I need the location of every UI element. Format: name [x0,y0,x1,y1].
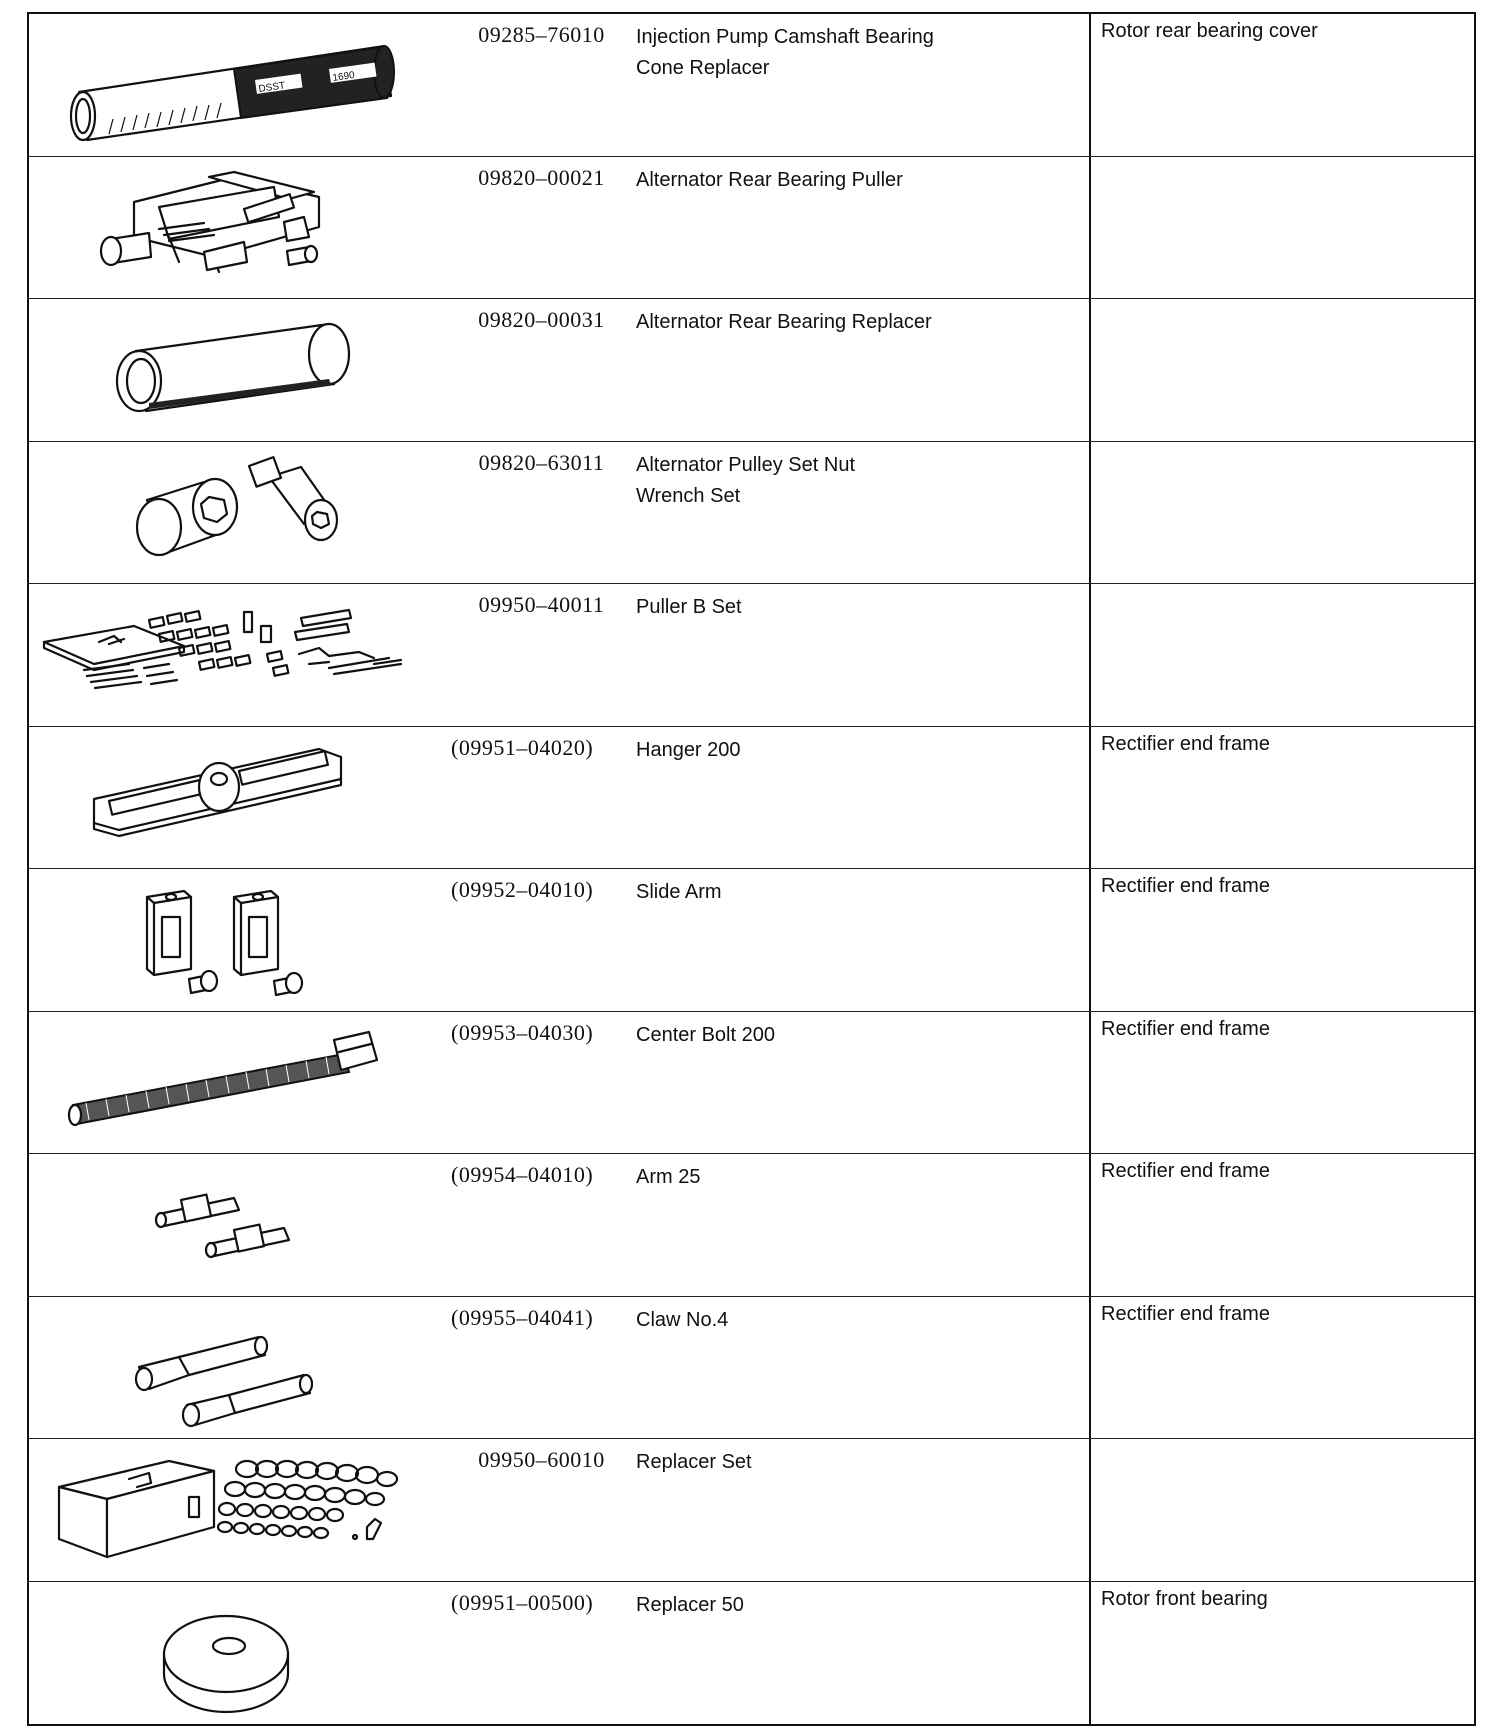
hanger-icon [29,727,449,869]
claw-icon [29,1297,449,1439]
table-row [29,869,1474,1012]
table-row [29,1012,1474,1155]
part-number: 09820–00021 [478,164,605,190]
usage-note [1089,584,1474,726]
table-row [29,1154,1474,1297]
tool-name-line: Replacer 50 [636,1593,744,1616]
tool-name-line: Alternator Rear Bearing Puller [636,168,903,191]
part-number: 09950–40011 [478,592,605,617]
tool-name-line: Claw No.4 [636,1308,729,1331]
part-number: (09955–04041) [451,1304,594,1330]
part-number: (09951–00500) [451,1589,594,1615]
tool-name-line: Alternator Rear Bearing Replacer [636,311,932,333]
arm-icon [29,1154,449,1296]
usage-note: Rotor rear bearing cover [1089,14,1474,156]
tool-name [634,727,1089,869]
table-row [29,442,1474,585]
usage-note: Rectifier end frame [1089,1012,1474,1154]
tool-name-line: Hanger 200 [636,738,741,761]
tool-name [634,1297,1089,1439]
tool-name-line: Replacer Set [636,1451,752,1473]
special-service-tools-table [27,12,1476,1726]
tool-name [634,14,1089,156]
tool-name [634,1439,1089,1581]
center-bolt-icon [29,1012,449,1154]
tool-name-line: Alternator Pulley Set Nut [636,453,855,476]
part-number: 09820–00031 [478,307,605,332]
slide-arm-icon [29,869,449,1011]
table-row [29,1582,1474,1725]
usage-note: Rectifier end frame [1089,869,1474,1011]
tool-name [634,442,1089,584]
tool-name-line: Cone Replacer [636,57,770,79]
usage-note: Rectifier end frame [1089,1154,1474,1296]
usage-note [1089,1439,1474,1581]
usage-note: Rectifier end frame [1089,727,1474,869]
tool-name [634,299,1089,441]
tool-name [634,1582,1089,1725]
tool-name-line: Arm 25 [636,1166,701,1188]
usage-note: Rectifier end frame [1089,1297,1474,1439]
puller-set-icon [29,584,449,726]
usage-note [1089,442,1474,584]
tool-name [634,1012,1089,1154]
usage-note: Rotor front bearing [1089,1582,1474,1725]
table-row [29,727,1474,870]
part-number: (09954–04010) [451,1162,594,1187]
tool-name [634,584,1089,726]
tool-name-line: Puller B Set [636,596,742,618]
part-number: (09951–04020) [451,734,594,760]
table-row [29,1297,1474,1440]
table-row [29,1439,1474,1582]
usage-note [1089,157,1474,299]
tool-name [634,1154,1089,1296]
tool-name-line: Injection Pump Camshaft Bearing [636,26,934,48]
table-row [29,584,1474,727]
tool-name-line: Wrench Set [636,484,741,507]
usage-note [1089,299,1474,441]
label-text-a: DSST [257,80,286,95]
part-number: 09820–63011 [478,449,605,475]
replacer-disc-icon [29,1582,449,1725]
label-text-b: 1690 [331,69,356,84]
bearing-puller-icon [29,157,449,299]
tool-name-line: Center Bolt 200 [636,1023,775,1046]
bearing-cone-replacer-icon [29,14,449,156]
part-number: (09952–04010) [451,877,594,902]
tool-name [634,157,1089,299]
table-row [29,299,1474,442]
table-row [29,14,1474,157]
bearing-replacer-icon [29,299,449,441]
part-number: 09285–76010 [478,22,605,47]
tool-name-line: Slide Arm [636,881,722,903]
table-row [29,157,1474,300]
nut-wrench-set-icon [29,442,449,584]
part-number: (09953–04030) [451,1019,594,1045]
replacer-set-icon [29,1439,449,1581]
part-number: 09950–60010 [478,1447,605,1472]
tool-name [634,869,1089,1011]
